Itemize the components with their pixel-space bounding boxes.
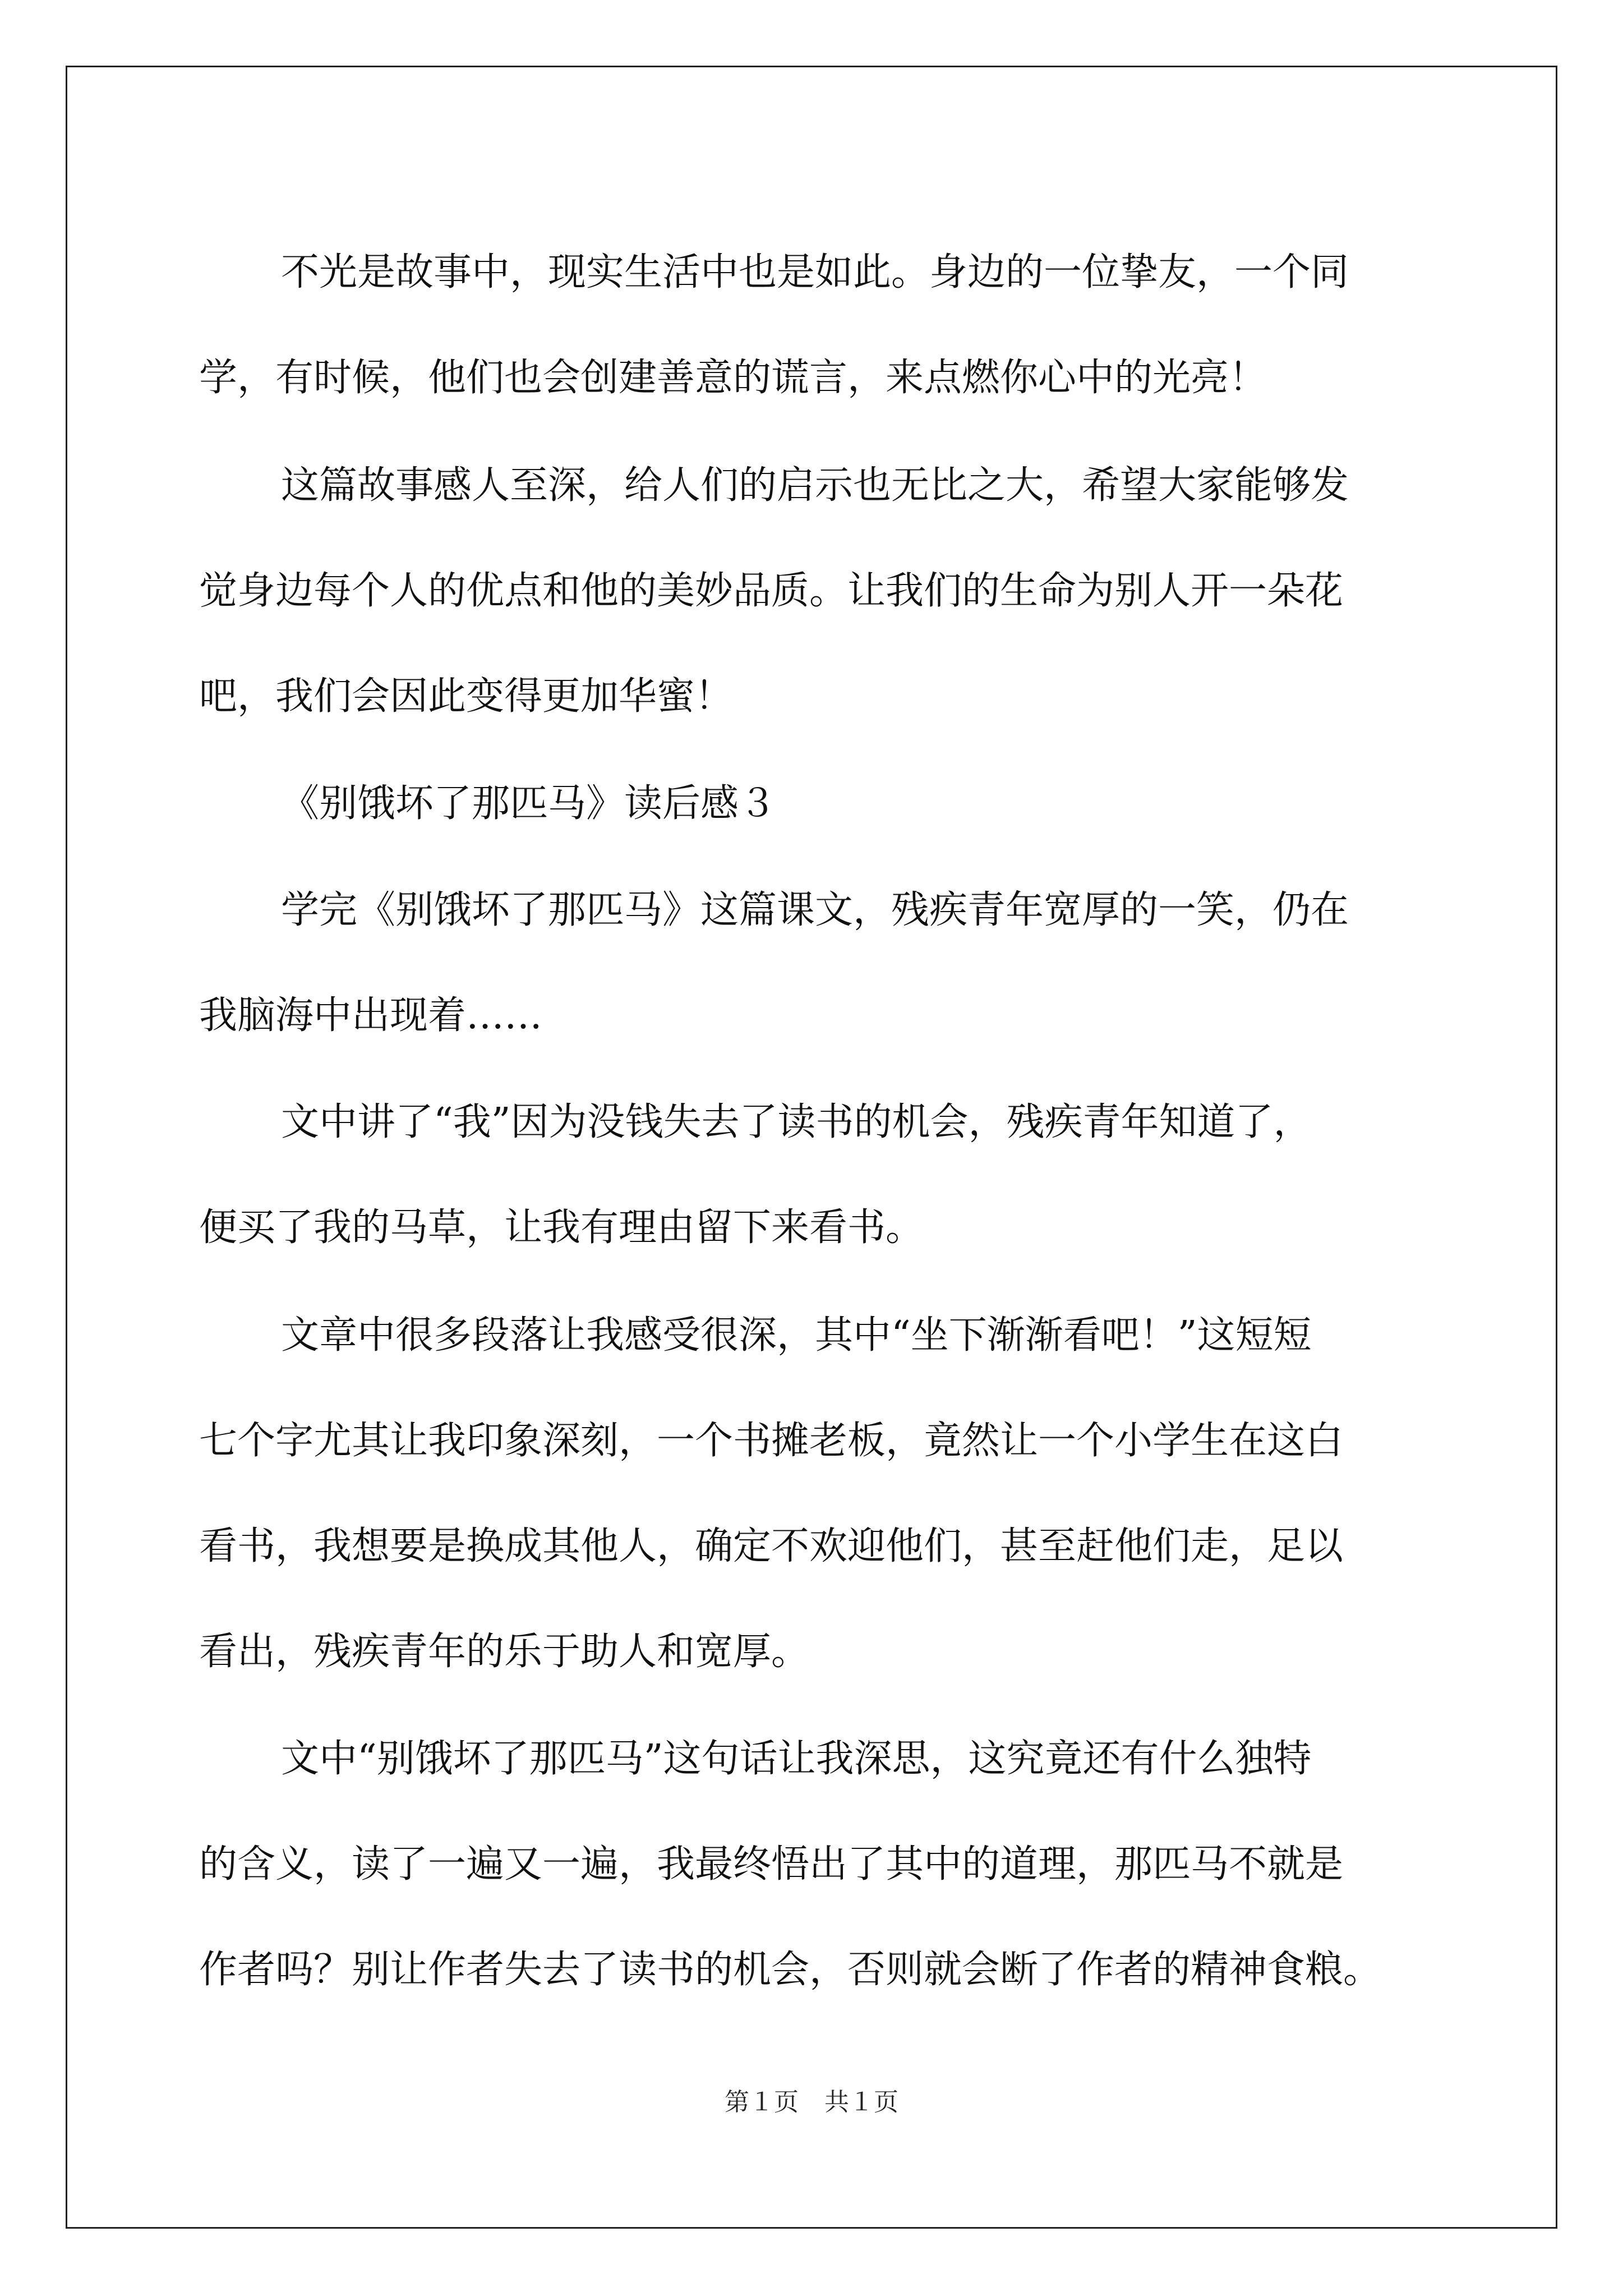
paragraph-2 (199, 433, 1433, 749)
page-footer (0, 2086, 1623, 2119)
paragraph-line: 我脑海中出现着…… (199, 993, 543, 1038)
paragraph-line: 觉身边每个人的优点和他的美妙品质。让我们的生命为别人开一朵花 (199, 569, 1344, 613)
paragraph-line: 七个字尤其让我印象深刻，一个书摊老板，竟然让一个小学生在这白 (199, 1419, 1344, 1463)
paragraph-line: 吧，我们会因此变得更加华蜜！ (199, 674, 734, 719)
section-heading-text: 《别饿坏了那匹马》读后感３ (281, 781, 777, 826)
paragraph-line: 便买了我的马草，让我有理由留下来看书。 (199, 1205, 924, 1250)
paragraph-line: 看出，残疾青年的乐于助人和宽厚。 (199, 1630, 810, 1674)
page-number-current: 第１页 (725, 2088, 799, 2116)
paragraph-line: 看书，我想要是换成其他人，确定不欢迎他们，甚至赶他们走，足以 (199, 1524, 1344, 1568)
paragraph-3 (199, 858, 1433, 1069)
paragraph-1 (199, 220, 1433, 431)
paragraph-line: 的含义，读了一遍又一遍，我最终悟出了其中的道理，那匹马不就是 (199, 1842, 1344, 1887)
paragraph-line: 文中讲了“我”因为没钱失去了读书的机会，残疾青年知道了， (281, 1100, 1312, 1144)
paragraph-5 (199, 1283, 1433, 1705)
section-heading (199, 751, 1433, 857)
page-number-total: 共１页 (824, 2088, 898, 2116)
paragraph-line: 文章中很多段落让我感受很深，其中“坐下渐渐看吧！”这短短 (281, 1313, 1312, 1358)
paragraph-line: 学，有时候，他们也会创建善意的谎言，来点燃你心中的光亮！ (199, 356, 1267, 400)
paragraph-line: 作者吗？别让作者失去了读书的机会，否则就会断了作者的精神食粮。 (199, 1948, 1382, 1992)
paragraph-line: 这篇故事感人至深，给人们的启示也无比之大，希望大家能够发 (281, 463, 1349, 508)
paragraph-line: 不光是故事中，现实生活中也是如此。身边的一位挚友，一个同 (281, 250, 1349, 295)
paragraph-line: 学完《别饿坏了那匹马》这篇课文，残疾青年宽厚的一笑，仍在 (281, 888, 1349, 932)
paragraph-line: 文中“别饿坏了那匹马”这句话让我深思，这究竟还有什么独特 (281, 1737, 1312, 1781)
paragraph-6 (199, 1706, 1433, 2023)
paragraph-4 (199, 1070, 1433, 1281)
